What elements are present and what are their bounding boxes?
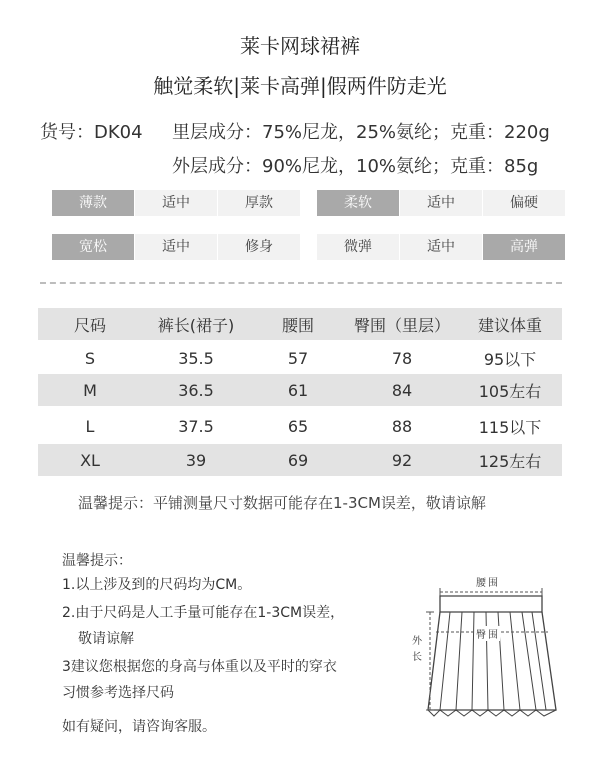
skirt-diagram [400,570,580,730]
softness-option: 适中 [400,190,482,216]
tip-line: 敬请谅解 [78,631,134,647]
table-cell: 84 [391,380,413,400]
table-header: 尺码 [73,315,106,335]
table-header: 裤长(裙子) [157,315,235,335]
thickness-scale [52,190,301,216]
inner-composition: 里层成分：75%尼龙，25%氨纶；克重：220g [172,122,550,143]
sku-line [40,118,143,144]
size-table [38,308,562,474]
table-row [38,374,562,406]
skirt-illustration [400,570,580,730]
table-cell: S [84,348,96,368]
table-header-row [38,308,562,340]
table-cell: L [85,416,95,436]
table-cell: 35.5 [178,348,214,368]
measure-note: 温馨提示：平铺测量尺寸数据可能存在1-3CM误差，敬请谅解 [78,494,486,512]
section-divider [40,282,562,284]
table-header: 腰围 [281,315,314,335]
fit-option: 修身 [218,234,300,260]
elasticity-option: 适中 [400,234,482,260]
elasticity-option: 微弹 [317,234,399,260]
tip-line: 2.由于尺码是人工手量可能存在1-3CM误差， [62,605,345,621]
sku-label: 货号： [40,122,94,143]
table-row [38,410,562,442]
fit-scale [52,234,301,260]
waist-label: 腰围 [476,578,500,589]
tip-line: 习惯参考选择尺码 [62,685,174,701]
table-cell: 78 [391,348,413,368]
softness-option: 偏硬 [483,190,565,216]
table-row [38,444,562,476]
table-header: 臀围（里层） [353,315,450,335]
table-cell: 88 [391,416,413,436]
table-cell: XL [80,450,100,470]
table-cell: 95以下 [483,349,537,369]
table-cell: 61 [287,380,309,400]
thickness-option: 厚款 [218,190,300,216]
table-cell: 39 [185,450,207,470]
table-cell: M [83,380,97,400]
tips-heading: 温馨提示： [62,553,132,569]
softness-option: 柔软 [317,190,399,216]
length-label: 外长 [412,636,422,663]
table-cell: 105左右 [478,381,542,401]
table-cell: 57 [287,348,309,368]
elasticity-scale [317,234,566,260]
table-cell: 37.5 [178,416,214,436]
tip-line: 1.以上涉及到的尺码均为CM。 [62,577,252,593]
contact-note: 如有疑问，请咨询客服。 [62,719,216,735]
table-cell: 65 [287,416,309,436]
outer-composition: 外层成分：90%尼龙，10%氨纶；克重：85g [172,156,539,177]
fit-option: 适中 [135,234,217,260]
tip-line: 3建议您根据您的身高与体重以及平时的穿衣 [62,659,337,675]
elasticity-option: 高弹 [483,234,565,260]
table-row [38,342,562,374]
table-header: 建议体重 [477,315,542,335]
hip-label: 臀围 [476,626,500,641]
table-cell: 92 [391,450,413,470]
page-title: 莱卡网球裙裤 [240,34,360,58]
fit-option: 宽松 [52,234,134,260]
table-cell: 125左右 [478,451,542,471]
page-subtitle: 触觉柔软|莱卡高弹|假两件防走光 [153,74,447,98]
table-cell: 36.5 [178,380,214,400]
thickness-option: 薄款 [52,190,134,216]
sku-value: DK04 [94,122,143,143]
table-cell: 69 [287,450,309,470]
softness-scale [317,190,566,216]
table-cell: 115以下 [478,417,542,437]
thickness-option: 适中 [135,190,217,216]
